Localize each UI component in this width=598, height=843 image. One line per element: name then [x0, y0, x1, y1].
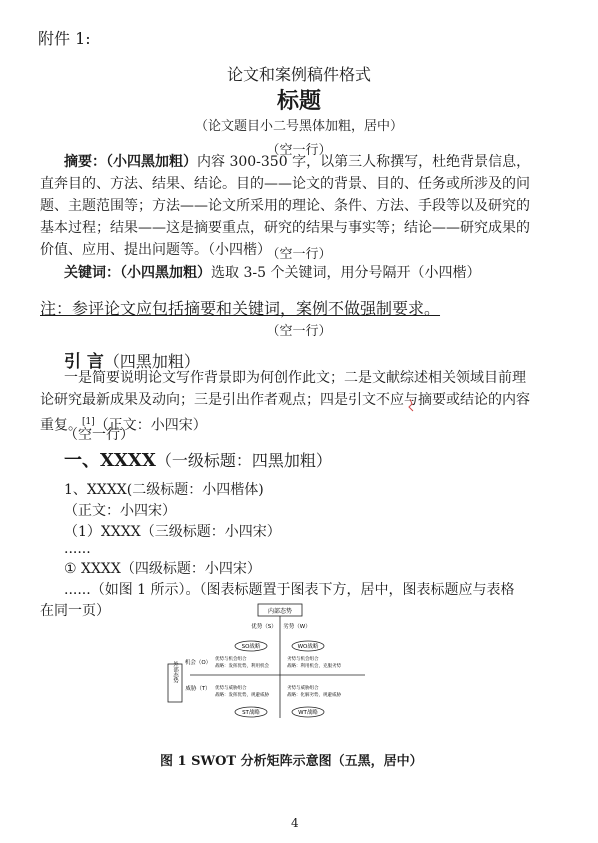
keywords-label-note: （小四黑加粗）	[120, 265, 211, 281]
so-text-1: 优势与机会组合	[215, 657, 247, 662]
st-text-1: 优势与威胁组合	[215, 686, 247, 691]
external-label: 外部态势	[172, 661, 178, 683]
so-label: SO战略	[241, 644, 261, 650]
wo-text-2: 战略：利用机会，克服劣势	[287, 664, 341, 669]
section-1-title: 一、XXXX	[64, 450, 156, 471]
internal-label: 内部态势	[267, 608, 293, 615]
wt-label: WT战略	[298, 710, 318, 716]
wt-text-2: 战略：化解劣势，规避威胁	[287, 693, 341, 698]
page-title: 标题	[276, 89, 321, 114]
blank-line-3: （空一行）	[266, 324, 332, 339]
document-title: 论文和案例稿件格式	[226, 65, 371, 84]
intro-line: 重复。	[40, 417, 82, 434]
section-1-heading	[64, 446, 332, 472]
abstract-line: 基本过程；结果——这是摘要重点，研究的结果与事实等；结论——研究成果的	[40, 220, 530, 236]
intro-line: 论研究最新成果及动向；三是引出作者观点；四是引文不应与摘要或结论的内容	[40, 392, 530, 408]
strength-label: 优势（S）	[251, 624, 277, 630]
body-note: （正文：小四宋）	[64, 503, 176, 519]
so-text-2: 战略：发挥优势，利用机会	[215, 664, 269, 669]
page-number: 4	[291, 816, 299, 830]
keywords-label: 关键词：	[64, 265, 120, 281]
note-text: 注：参评论文应包括摘要和关键词，案例不做强制要求。	[40, 299, 441, 318]
ellipsis-line: ......	[64, 541, 91, 557]
reference-marker: [1]	[82, 417, 95, 427]
opportunity-label: 机会（O）	[184, 660, 212, 666]
subheading-level-2: 1、XXXX(二级标题：小四楷体)	[64, 482, 264, 498]
blank-line-2: （空一行）	[266, 247, 332, 262]
intro-title-note: （四黑加粗）	[103, 352, 200, 371]
abstract-line: 内容 300-350 字，以第三人称撰写，杜绝背景信息，	[197, 154, 531, 170]
subheading-level-4: ① XXXX（四级标题：小四宋）	[64, 561, 261, 577]
intro-blank-line: （空一行）	[64, 427, 134, 443]
wo-text-1: 劣势与机会组合	[287, 657, 319, 662]
figure-reference-text-cont: 在同一页）	[40, 603, 110, 619]
section-1-title-note: （一级标题：四黑加粗）	[155, 451, 332, 470]
st-label: ST战略	[242, 710, 260, 716]
intro-title: 引 言	[64, 352, 104, 372]
figure-caption: 图 1 SWOT 分析矩阵示意图（五黑，居中）	[160, 754, 423, 769]
subheading-level-3: （1）XXXX（三级标题：小四宋）	[64, 524, 281, 540]
attachment-label: 附件 1:	[38, 29, 91, 48]
abstract-label: 摘要：	[64, 154, 106, 170]
st-text-2: 战略：发挥优势，规避威胁	[215, 693, 269, 698]
blank-line-1: （空一行）	[266, 143, 332, 158]
swot-matrix-figure	[160, 602, 385, 722]
abstract	[64, 151, 542, 173]
figure-reference-text: ......（如图 1 所示）。（图表标题置于图表下方，居中，图表标题应与表格	[64, 582, 515, 598]
keywords-text: 选取 3-5 个关键词，用分号隔开（小四楷）	[211, 265, 481, 281]
red-pen-mark	[408, 398, 414, 412]
wt-text-1: 劣势与威胁组合	[287, 686, 319, 691]
abstract-label-note: （小四黑加粗）	[106, 154, 197, 170]
weakness-label: 劣势（W）	[283, 624, 311, 630]
wo-label: WO战略	[297, 644, 319, 650]
threat-label: 威胁（T）	[185, 686, 211, 692]
abstract-line: 题、主题范围等；方法——论文所采用的理论、条件、方法、手段等以及研究的	[40, 198, 530, 214]
intro-line: 一是简要说明论文写作背景即为何创作此文；二是文献综述相关领域目前理	[64, 370, 526, 386]
heading-note: （论文题目小二号黑体加粗，居中）	[194, 119, 403, 134]
keywords	[64, 262, 480, 282]
intro-body-note: （正文：小四宋）	[94, 417, 207, 434]
abstract-line: 直奔目的、方法、结果、结论。目的——论文的背景、目的、任务或所涉及的问	[40, 176, 530, 192]
abstract-line: 价值、应用、提出问题等。（小四楷）	[40, 242, 271, 258]
